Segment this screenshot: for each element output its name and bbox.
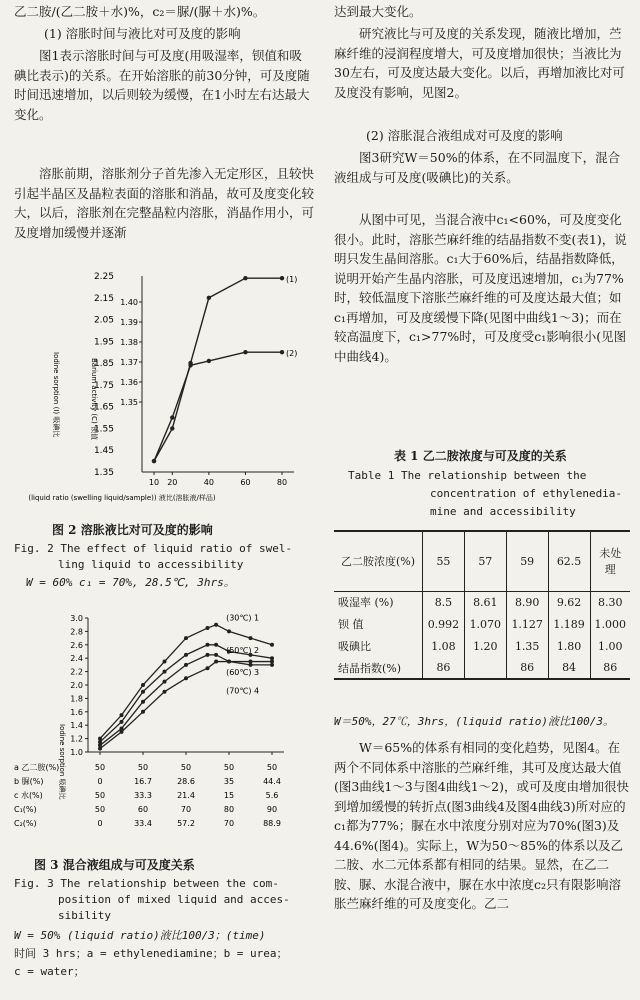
liquid-ratio-paragraph: 研究液比与可及度的关系发现，随液比增加，苎麻纤维的浸润程度增大，可及度增加很快；当液比为30左右，可及度达最大变化。以后，再增加液比对可及度没有影响，见图2。 <box>334 26 625 100</box>
table-row-label: 吸碘比 <box>334 635 423 657</box>
fig3-series-label: (50℃) 2 <box>226 645 260 655</box>
fig3-data-point <box>214 653 218 657</box>
fig3-row-value: 33.4 <box>134 819 152 828</box>
formula-line: 乙二胺/(乙二胺＋水)%，c₂＝脲/(脲＋水)%。 <box>14 4 266 19</box>
table-header-concentration: 乙二胺浓度(%) <box>334 531 423 591</box>
fig3-data-point <box>120 720 124 724</box>
fig3-data-point <box>227 629 231 633</box>
table-cell: 86 <box>506 657 548 679</box>
figure-3-chart <box>14 604 314 854</box>
fig3-plot-area <box>14 614 284 828</box>
fig3-data-point <box>184 636 188 640</box>
table-row-label: 吸湿率 (%) <box>334 591 423 613</box>
fig2-data-point <box>280 350 284 354</box>
figure-3-conditions-2: 时间 3 hrs；a = ethylenediamine；b = urea； <box>14 947 288 960</box>
fig3-row-value: 50 <box>94 805 106 814</box>
figure-2-caption-cn: 图 2 溶胀液比对可及度的影响 <box>52 523 213 537</box>
fig2-data-point <box>152 459 156 463</box>
fig3-series-line <box>100 625 272 739</box>
table-row-label: 钡 值 <box>334 613 423 635</box>
fig3-y-tick: 1.4 <box>70 721 83 731</box>
fig3-row-value: 60 <box>137 805 149 814</box>
figure-3-caption-en-3: sibility <box>58 909 111 922</box>
table-row-label: 结晶指数(%) <box>334 657 423 679</box>
fig2-y-tick-left: 1.55 <box>93 424 114 435</box>
fig3-y-tick: 2.8 <box>70 627 83 637</box>
table-cell: 9.62 <box>548 591 590 613</box>
table-1-title-en-1: Table 1 The relationship between the <box>348 469 587 482</box>
fig2-y-tick-left: 2.25 <box>93 272 114 282</box>
fig2-y-axis-label-right: Barium activity (C) 钡值 <box>90 358 98 440</box>
section-1-paragraph-2: 溶胀前期，溶胀剂分子首先渗入无定形区，且较快引起半晶区及晶粒表面的溶胀和消晶，故可及度变化较大，以后，溶胀剂在完整晶粒内溶胀，消晶作用小，可及度增加缓慢并逐渐 <box>14 166 315 240</box>
fig3-data-point <box>163 670 167 674</box>
fig3-row-value: 15 <box>223 791 235 800</box>
fig3-data-point <box>249 660 253 664</box>
fig3-data-point <box>120 713 124 717</box>
section-2-paragraph-2: 从图中可见，当混合液中c₁<60%，可及度变化很小。此时，溶胀苎麻纤维的结晶指数不变(表1)，说明只发生晶间溶胀。c₁大于60%后，结晶指数降低，说明开始产生晶内溶胀，可及度迅速增加，c₁为77%时，较低温度下溶胀苎麻纤维的可及度达最大值；如c₁再增加，可及度缓慢下降(见图中曲线1～3)；而在较高温度下，c₁>77%时，可及度受c₁影响很小(见图中曲线4)。 <box>334 212 627 364</box>
fig2-x-tick: 20 <box>167 478 178 487</box>
fig2-y-tick-right: 1.39 <box>120 318 138 327</box>
fig2-y-tick-right: 1.35 <box>120 398 138 407</box>
fig3-y-tick: 1.0 <box>70 748 83 757</box>
table-1-note: W＝50%，27℃，3hrs，(liquid ratio)液比100/3。 <box>334 715 615 728</box>
table-header-cell: 未处理 <box>599 547 622 577</box>
table-cell: 0.992 <box>423 613 465 635</box>
fig3-data-point <box>206 653 210 657</box>
fig2-data-point <box>207 296 211 300</box>
fig3-y-tick: 2.2 <box>70 667 83 677</box>
fig3-row-value: 0 <box>97 777 103 786</box>
table-cell: 8.61 <box>464 591 506 613</box>
fig2-y-tick-left: 1.85 <box>93 359 114 370</box>
fig3-row-label: C₁(%) <box>14 805 37 814</box>
fig3-row-label: c 水(%) <box>14 791 43 800</box>
fig3-data-point <box>184 653 188 657</box>
fig2-data-point <box>207 359 211 363</box>
figure-2-caption-en-2: ling liquid to accessibility <box>58 558 244 571</box>
fig3-row-label: b 脲(%) <box>14 777 44 786</box>
fig3-row-value: 33.3 <box>134 791 152 800</box>
fig2-data-point <box>280 276 284 280</box>
figure-2-conditions: W = 60% c₁ = 70%, 28.5℃, 3hrs。 <box>26 576 235 589</box>
fig3-y-axis-label: Iodine sorption 吸碘比 <box>58 724 66 800</box>
fig2-x-axis-label: (liquid ratio (swelling liquid/sample)) 液比(溶胀液/样品) <box>28 494 216 502</box>
fig2-x-tick: 40 <box>203 478 214 487</box>
fig3-data-point <box>214 623 218 627</box>
fig3-row-label: C₂(%) <box>14 819 37 828</box>
fig2-data-point <box>170 415 174 419</box>
table-cell: 1.070 <box>464 613 506 635</box>
fig3-row-value: 21.4 <box>177 791 195 800</box>
fig3-data-point <box>206 643 210 647</box>
figure-3-conditions-3: c = water； <box>14 965 85 978</box>
fig2-series-line <box>154 352 282 461</box>
fig3-series-label: (60℃) 3 <box>226 667 260 677</box>
table-cell: 1.20 <box>464 635 506 657</box>
fig3-y-tick: 2.6 <box>70 640 83 650</box>
table-cell: 8.30 <box>598 595 623 609</box>
fig3-y-tick: 1.6 <box>70 707 83 717</box>
section-2-title: (2) 溶胀混合液组成对可及度的影响 <box>366 128 563 143</box>
table-row <box>334 613 630 635</box>
fig2-y-tick-right: 1.40 <box>120 298 138 307</box>
fig3-data-point <box>214 643 218 647</box>
figure-3-caption-en-2: position of mixed liquid and acces- <box>58 893 290 906</box>
fig3-row-value: 70 <box>223 819 235 828</box>
fig3-row-value: 50 <box>137 763 149 772</box>
table-cell: 1.000 <box>594 617 626 631</box>
fig2-data-point <box>243 350 247 354</box>
table-row <box>334 635 630 657</box>
fig3-data-point <box>141 683 145 687</box>
fig2-series-label: (2) <box>286 349 298 359</box>
fig2-x-tick: 60 <box>240 478 251 487</box>
table-cell: 1.00 <box>598 639 623 653</box>
fig2-y-tick-right: 1.38 <box>120 338 138 347</box>
fig2-y-axis-label-left: Iodine sorption (I) 吸碘比 <box>52 352 60 438</box>
figure-3-caption-cn: 图 3 混合液组成与可及度关系 <box>34 858 195 872</box>
fig2-y-tick-right: 1.36 <box>120 378 138 387</box>
fig3-data-point <box>206 666 210 670</box>
figure-2-caption-en-1: Fig. 2 The effect of liquid ratio of swel- <box>14 542 293 555</box>
table-1-title-en-3: mine and accessibility <box>430 505 576 518</box>
fig2-x-tick: 80 <box>276 478 288 487</box>
table-header-cell: 55 <box>423 531 465 591</box>
figure-3-conditions-1: W = 50% (liquid ratio)液比100/3；(time) <box>14 929 266 942</box>
fig3-row-value: 50 <box>94 763 106 772</box>
table-row <box>334 591 630 613</box>
fig3-row-value: 80 <box>223 805 235 814</box>
fig2-y-tick-left: 1.45 <box>93 446 114 457</box>
fig3-row-value: 50 <box>266 763 278 772</box>
table-1-title-cn: 表 1 乙二胺浓度与可及度的关系 <box>394 449 567 463</box>
table-cell: 84 <box>548 657 590 679</box>
fig3-row-value: 44.4 <box>263 777 281 786</box>
fig3-row-value: 28.6 <box>177 777 195 786</box>
table-header-cell: 59 <box>506 531 548 591</box>
fig3-row-value: 70 <box>180 805 192 814</box>
fig2-y-tick-right: 1.37 <box>120 358 138 367</box>
fig3-data-point <box>270 643 274 647</box>
fig3-y-tick: 1.2 <box>70 734 83 744</box>
table-header-cell: 62.5 <box>548 531 590 591</box>
fig3-row-value: 16.7 <box>134 777 152 786</box>
table-cell: 86 <box>423 657 465 679</box>
fig3-data-point <box>163 680 167 684</box>
fig3-row-label: a 乙二胺(%) <box>14 763 60 772</box>
section-2-paragraph: 图3研究W＝50%的体系，在不同温度下，混合液组成与可及度(吸碘比)的关系。 <box>334 150 621 185</box>
table-1-title-en-2: concentration of ethylenedia- <box>430 487 623 500</box>
table-cell: 86 <box>603 661 618 674</box>
table-cell: 1.35 <box>506 635 548 657</box>
fig3-data-point <box>163 690 167 694</box>
table-cell <box>464 657 506 679</box>
fig3-data-point <box>141 710 145 714</box>
fig3-data-point <box>184 663 188 667</box>
fig2-x-tick: 10 <box>148 478 160 487</box>
fig3-data-point <box>120 730 124 734</box>
w65-paragraph: W＝65%的体系有相同的变化趋势，见图4。在两个不同体系中溶胀的苎麻纤维，其可及度达最大值(图3曲线1～3与图4曲线1～2)，或可及度由增加很快到增加缓慢的转折点(图3曲线4及图4曲线3)所对应的c₁都为77%；脲在水中浓度分别对应为70%(图3)及44.6%(图4)。实际上，W为50～85%的体系以及乙二胺、水二元体系都有相同的结果。显然，在乙二胺、脲、水混合液中，脲在水中浓度c₂只有限影响溶胀苎麻纤维的可及度变化。乙二 <box>334 740 629 911</box>
table-cell: 1.189 <box>548 613 590 635</box>
fig2-y-tick-left: 1.65 <box>93 402 114 413</box>
fig3-data-point <box>206 626 210 630</box>
fig2-series-label: (1) <box>286 275 298 285</box>
table-cell: 1.80 <box>548 635 590 657</box>
fig3-y-tick: 1.8 <box>70 694 83 704</box>
table-row <box>334 657 630 679</box>
fig3-data-point <box>141 700 145 704</box>
fig3-row-value: 90 <box>266 805 278 814</box>
fig3-data-point <box>141 690 145 694</box>
fig2-plot-area <box>94 272 297 487</box>
fig2-y-tick-left: 1.75 <box>93 380 114 391</box>
fig3-data-point <box>227 660 231 664</box>
fig2-data-point <box>188 363 192 367</box>
fig3-data-point <box>249 636 253 640</box>
fig2-y-tick-left: 1.95 <box>93 337 114 348</box>
fig2-y-tick-left: 2.05 <box>93 315 114 326</box>
table-header-cell: 57 <box>464 531 506 591</box>
fig3-row-value: 50 <box>180 763 192 772</box>
fig3-data-point <box>163 660 167 664</box>
section-1-title: (1) 溶胀时间与液比对可及度的影响 <box>44 26 241 41</box>
section-1-paragraph: 图1表示溶胀时间与可及度(用吸湿率，钡值和吸碘比表示)的关系。在开始溶胀的前30分钟，可及度随时间迅速增加，以后则较为缓慢，在1小时左右达最大变化。 <box>14 48 310 122</box>
table-cell: 1.08 <box>423 635 465 657</box>
fig2-series-line <box>154 278 282 461</box>
table-header-row <box>334 531 630 591</box>
right-line-1: 达到最大变化。 <box>334 4 422 19</box>
table-cell: 1.127 <box>506 613 548 635</box>
fig3-series-label: (70℃) 4 <box>226 686 260 696</box>
fig3-data-point <box>184 676 188 680</box>
fig2-y-tick-left: 2.15 <box>93 293 114 304</box>
fig2-data-point <box>170 426 174 430</box>
fig3-row-value: 50 <box>223 763 235 772</box>
figure-3-caption-en-1: Fig. 3 The relationship between the com- <box>14 877 279 890</box>
fig3-row-value: 50 <box>94 791 106 800</box>
fig3-row-value: 35 <box>223 777 235 786</box>
fig3-row-value: 88.9 <box>263 819 281 828</box>
table-cell: 8.5 <box>423 591 465 613</box>
fig3-y-tick: 2.4 <box>70 654 83 664</box>
fig3-series-label: (30℃) 1 <box>226 613 260 623</box>
fig3-data-point <box>214 660 218 664</box>
table-1 <box>334 530 630 680</box>
fig3-row-value: 57.2 <box>177 819 195 828</box>
fig3-data-point <box>98 747 102 751</box>
figure-2-chart <box>14 262 314 520</box>
fig3-data-point <box>270 660 274 664</box>
fig2-data-point <box>243 276 247 280</box>
fig3-row-value: 0 <box>97 819 103 828</box>
fig3-y-tick: 2.0 <box>70 681 83 690</box>
fig3-row-value: 5.6 <box>265 791 279 800</box>
fig2-y-tick-left: 1.35 <box>93 468 114 478</box>
table-cell: 8.90 <box>506 591 548 613</box>
fig3-y-tick: 3.0 <box>70 614 83 623</box>
